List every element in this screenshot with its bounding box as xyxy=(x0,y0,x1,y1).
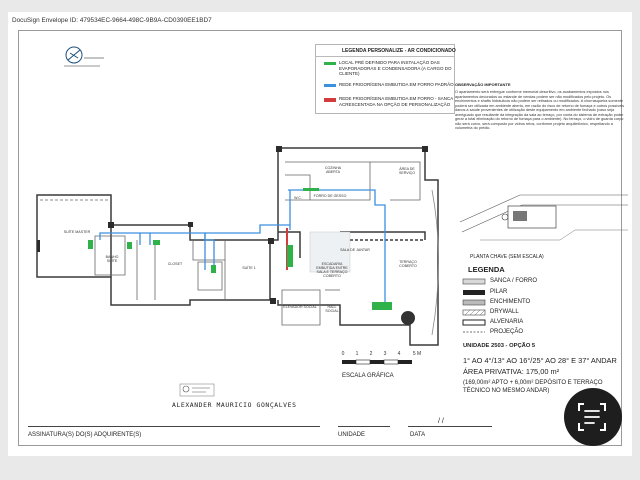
scan-text-button[interactable] xyxy=(564,388,622,446)
envelope-id: DocuSign Envelope ID: 479534EC-9664-498C-9B9A-CD0390EE1BD7 xyxy=(12,17,212,24)
scale-tick: 2 xyxy=(369,351,373,357)
room-suite-1: SUÍTE 1 xyxy=(242,266,256,270)
column-pillar xyxy=(401,311,415,325)
blue-swatch xyxy=(324,84,336,87)
room-terraco: TERRAÇO COBERTO xyxy=(399,260,417,268)
date-label: DATA xyxy=(410,432,426,438)
ac-legend-text: LOCAL PRÉ DEFINIDO PARA INSTALAÇÃO DAS EVAPORADORAS E CONDENSADORA (A CARGO DO CLIENTE) xyxy=(339,60,452,76)
room-closet: CLOSET xyxy=(167,262,183,266)
date-slashes: / / xyxy=(438,418,444,425)
room-cozinha: COZINHA ABERTA xyxy=(324,166,342,174)
room-forro: FORRO DE GESSO xyxy=(313,194,347,198)
ac-legend-item xyxy=(325,82,467,88)
scale-tick: 1 xyxy=(355,351,359,357)
room-suite-master: SUÍTE MASTER xyxy=(63,230,91,234)
graphic-scale-bar xyxy=(342,360,412,364)
red-swatch xyxy=(324,98,336,102)
ac-legend-text: REDE FRIGORÍGENA EMBUTIDA EM FORRO PADRÃO xyxy=(339,82,454,87)
unit-line xyxy=(338,426,390,427)
signature-stamp xyxy=(180,384,214,396)
ac-legend-item xyxy=(325,96,467,107)
ac-legend-item xyxy=(325,60,467,77)
buyer-signature-line xyxy=(28,426,320,427)
legenda-item: DRYWALL xyxy=(490,309,519,315)
legenda-item: PROJEÇÃO xyxy=(490,329,524,335)
ac-legend-text: REDE FRIGORÍGENA EMBUTIDA EM FORRO - SANCA ACRESCENTADA NA OPÇÃO DE PERSONALIZAÇÃO xyxy=(339,96,454,107)
unit-title: UNIDADE 2503 - OPÇÃO 5 xyxy=(463,343,536,349)
signer-name: ALEXANDER MAURICIO GONÇALVES xyxy=(172,401,297,409)
scale-tick: 0 xyxy=(341,351,345,357)
room-nota: ESCADARIA EMBUTIDA ENTRE SALA E TERRAÇO COBERTO xyxy=(316,262,348,278)
company-logo xyxy=(64,47,104,66)
room-hall: HALL SOCIAL xyxy=(325,305,339,313)
legenda-title: LEGENDA xyxy=(468,265,505,274)
key-plan-drawing xyxy=(460,195,628,240)
room-banho: BANHO SUÍTE xyxy=(105,255,119,263)
scale-tick: 4 xyxy=(397,351,401,357)
plan-walls xyxy=(37,148,438,345)
unit-area: ÁREA PRIVATIVA: 175,00 m² xyxy=(463,367,560,376)
unit-floors: 1° AO 4°/13° AO 16°/25° AO 28° E 37° ANDAR xyxy=(463,356,617,365)
observacao-title: OBSERVAÇÃO IMPORTANTE xyxy=(455,82,511,87)
legenda-item: ENCHIMENTO xyxy=(490,299,531,305)
legenda-item: PILAR xyxy=(490,289,508,295)
room-elevador: ELEVADOR SOCIAL xyxy=(283,305,317,309)
legenda-item: SANCA / FORRO xyxy=(490,278,538,284)
room-sala: SALA DE JANTAR xyxy=(340,248,370,252)
room-area-servico: ÁREA DE SERVIÇO xyxy=(398,167,416,175)
observacao-text: O apartamento será entregue conforme memorial descritivo, os acabamentos expostos nos apartamentos decorados ou estande de vendas podem ser não modificados pelo projeto. Os enchimentos e shafts hidráulicos não podem ser retirados ou modificados. A churrasqueira somente poderá ser utilizada em ambiente aberto, em razão do risco de retorno de fumaça e outros possíveis danos à saúde provenientes de utilização deste equipamento em ambiente fechado (caso seja averiguado que resultante da integração da sala ao terraço, por conta do sistema de extração poder gerar a total eliminação do retorno de fumaça para o ambiente). No terraço, o vidro de guarda corpo não será curvo, será composto por vidros retos, conforme projeto arquitetônico, respeitando a volumetria do prédio. xyxy=(455,90,625,130)
room-wc: W.C. xyxy=(294,196,302,200)
unit-area-detail: (169,00m² APTO + 6,00m² DEPÓSITO E TERRAÇO TÉCNICO NO MESMO ANDAR) xyxy=(463,380,603,394)
ac-legend-title: LEGENDA PERSONALIZE - AR CONDICIONADO xyxy=(342,48,456,54)
scale-title: ESCALA GRÁFICA xyxy=(342,373,394,379)
legenda-item: ALVENARIA xyxy=(490,319,524,325)
scale-tick: 3 xyxy=(383,351,387,357)
buyer-signature-label: ASSINATURA(S) DO(S) ADQUIRENTE(S) xyxy=(28,432,142,438)
date-line xyxy=(408,426,492,427)
unit-label: UNIDADE xyxy=(338,432,366,438)
legenda-swatches xyxy=(463,279,485,332)
scale-tick: 5 M xyxy=(412,351,422,357)
key-plan-label: PLANTA CHAVE (SEM ESCALA) xyxy=(470,254,544,260)
green-swatch xyxy=(324,62,336,65)
ac-legend-divider xyxy=(315,56,455,57)
pillars xyxy=(37,146,428,304)
